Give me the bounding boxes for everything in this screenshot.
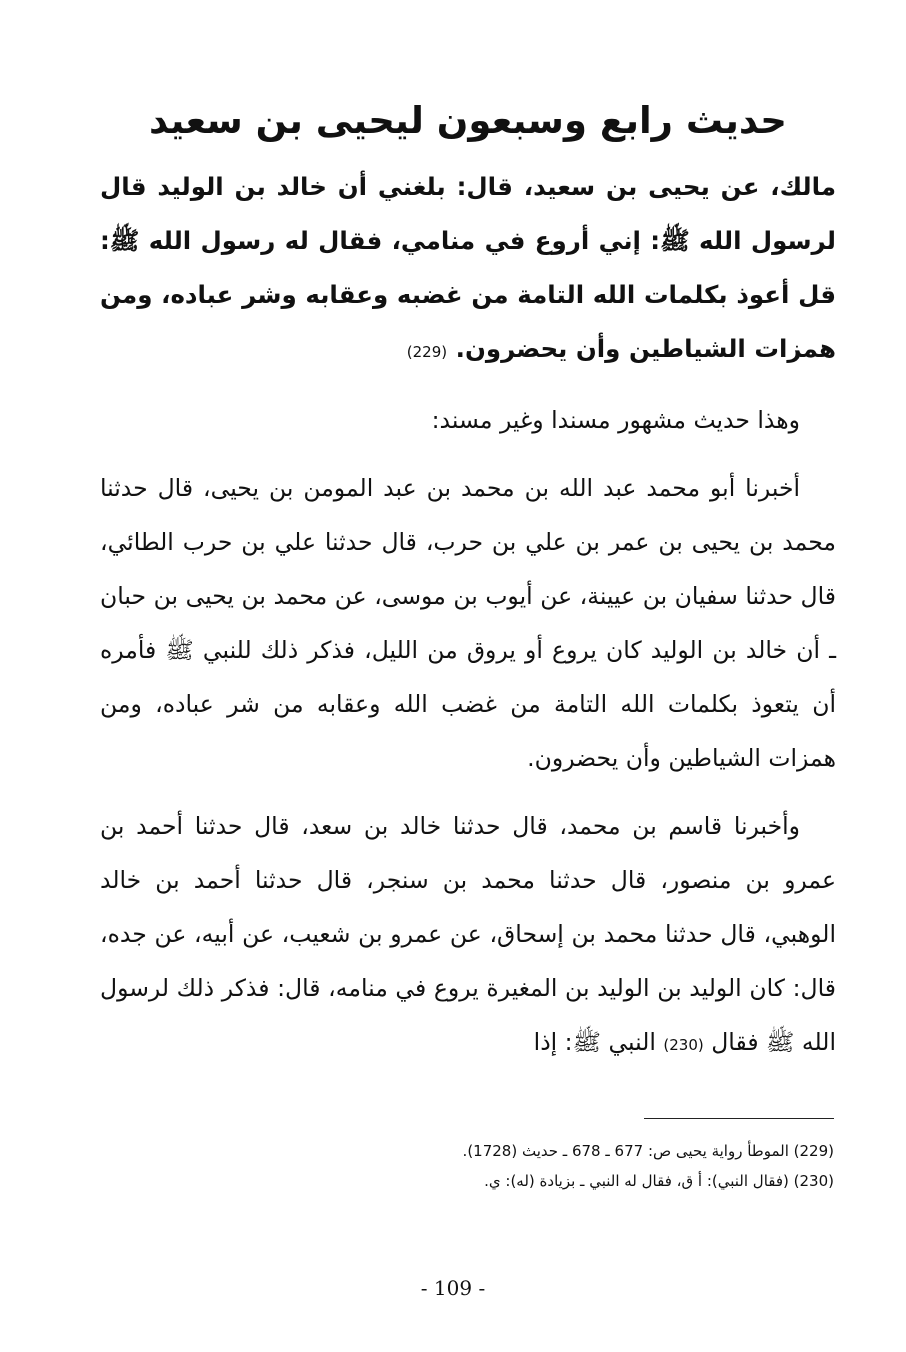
footnote-ref-229: (229) — [406, 343, 448, 361]
footnote-230: (230) (فقال النبي): أ ق، فقال له النبي ـ بزيادة (له): ي. — [484, 1172, 834, 1190]
footnote-divider — [644, 1118, 834, 1119]
isnad-text-after: النبي ﷺ: إذا — [533, 1028, 656, 1056]
isnad-paragraph-1: أخبرنا أبو محمد عبد الله بن محمد بن عبد المومن بن يحيى، قال حدثنا محمد بن يحيى بن عمر بن علي بن حرب، قال حدثنا علي بن حرب الطائي، قال حدثنا سفيان بن عيينة، عن أيوب بن موسى، عن محمد بن يحيى بن حبان ـ أن خالد بن الوليد كان يروع أو يروق من الليل، فذكر ذلك للنبي ﷺ فأمره أن يتعوذ بكلمات الله التامة من غضب الله وعقابه من شر عباده، ومن همزات الشياطين وأن يحضرون. — [100, 474, 836, 772]
hadith-text: مالك، عن يحيى بن سعيد، قال: بلغني أن خالد بن الوليد قال لرسول الله ﷺ: إني أروع في منامي، فقال له رسول الله ﷺ: قل أعوذ بكلمات الله التامة من غضبه وعقابه وشر عباده، ومن همزات الشياطين وأن يحضرون. — [100, 172, 836, 363]
isnad-text-before: وأخبرنا قاسم بن محمد، قال حدثنا خالد بن سعد، قال حدثنا أحمد بن عمرو بن منصور، قال حدثنا محمد بن سنجر، قال حدثنا أحمد بن خالد الوهبي، قال حدثنا محمد بن إسحاق، عن عمرو بن شعيب، عن أبيه، عن جده، قال: كان الوليد بن الوليد بن المغيرة يروع في منامه، قال: فذكر ذلك لرسول الله ﷺ فقال — [100, 812, 836, 1056]
footnote-ref-230: (230) — [663, 1036, 704, 1054]
intro-paragraph: وهذا حديث مشهور مسندا وغير مسند: — [431, 406, 800, 434]
isnad-paragraph-2 — [100, 799, 836, 1072]
page-number: - 109 - — [420, 1276, 486, 1300]
page-title: حديث رابع وسبعون ليحيى بن سعيد — [149, 99, 787, 142]
footnotes — [100, 1136, 834, 1196]
footnote-229: (229) الموطأ رواية يحيى ص: 677 ـ 678 ـ حديث (1728). — [462, 1142, 834, 1160]
hadith-paragraph — [100, 160, 836, 379]
